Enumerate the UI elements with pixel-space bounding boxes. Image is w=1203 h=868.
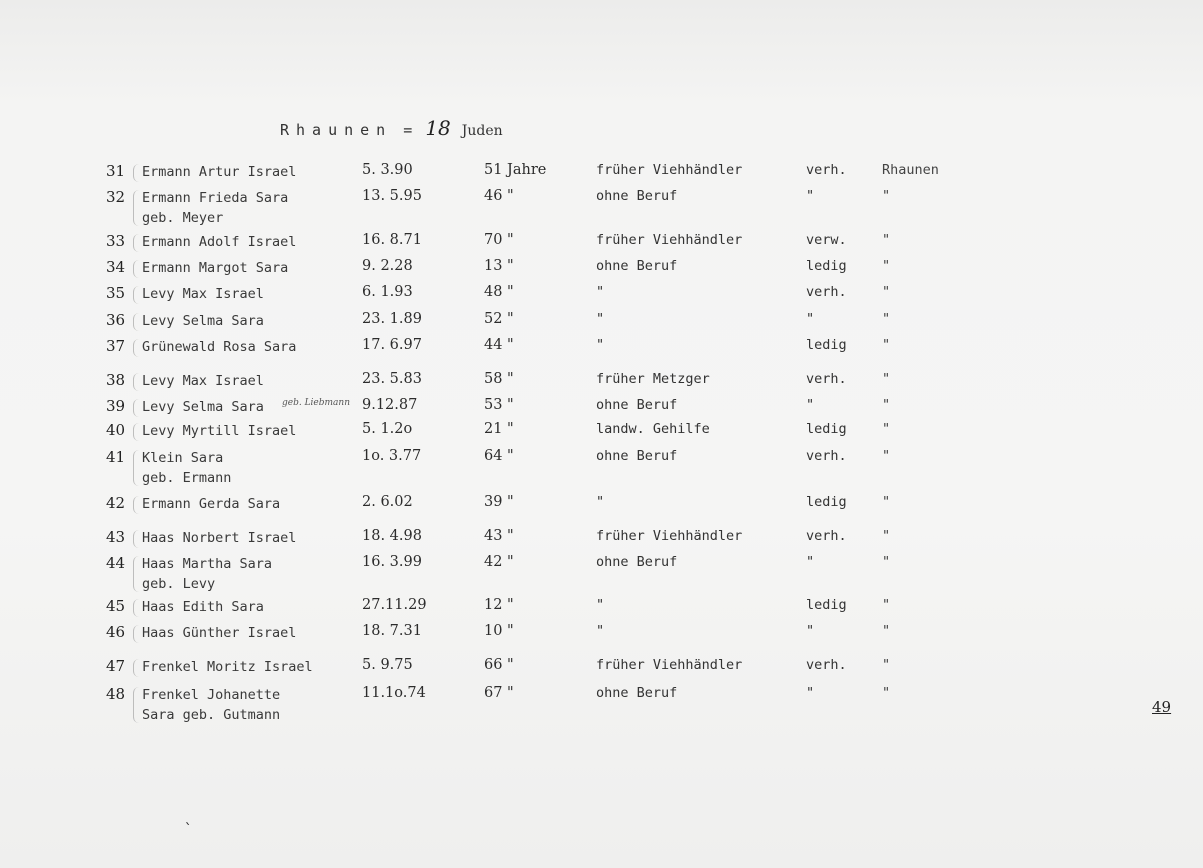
age: 10 " [484,623,514,639]
residence: " [882,685,891,701]
birth-date: 17. 6.97 [362,337,422,353]
residence: Rhaunen [882,162,939,178]
occupation: landw. Gehilfe [596,421,710,437]
title-count: 18 [425,116,451,140]
list-item [0,554,1000,594]
age: 53 " [484,397,514,413]
marital-status: ledig [806,597,847,613]
residence: " [882,657,891,673]
birth-date: 23. 1.89 [362,311,422,327]
person-name [142,623,296,643]
occupation: früher Viehhändler [596,657,743,673]
occupation: " [596,311,605,327]
age: 42 " [484,554,514,570]
bracket-mark [133,339,140,357]
person-name [142,371,264,391]
person-name-line-2: geb. Levy [142,576,216,592]
person-name-line: Levy Max Israel [142,373,264,389]
person-name [142,258,288,278]
age: 67 " [484,685,514,701]
row-number: 43 [106,528,126,546]
residence: " [882,597,891,613]
person-name [142,597,264,617]
row-number: 47 [106,657,126,675]
bracket-mark [133,450,140,486]
residence: " [882,232,891,248]
birth-date: 6. 1.93 [362,284,413,300]
row-number: 37 [106,337,126,355]
occupation: ohne Beruf [596,188,678,204]
residence: " [882,311,891,327]
birth-date: 18. 4.98 [362,528,422,544]
row-number: 39 [106,397,126,415]
person-name-line-2: geb. Meyer [142,210,224,226]
bracket-mark [133,234,140,252]
residence: " [882,623,891,639]
residence: " [882,448,891,464]
bracket-mark [133,530,140,548]
marital-status: verh. [806,162,847,178]
occupation: früher Viehhändler [596,528,743,544]
birth-date: 2. 6.02 [362,494,413,510]
row-number: 38 [106,371,126,389]
document-title [280,116,503,140]
residence: " [882,188,891,204]
person-name [142,162,296,182]
row-number: 35 [106,284,126,302]
person-name-line-2: Sara geb. Gutmann [142,707,281,723]
birth-date: 16. 8.71 [362,232,422,248]
row-number: 36 [106,311,126,329]
occupation: " [596,623,605,639]
person-name-line: Levy Selma Sara [142,399,264,415]
person-name-line: Haas Günther Israel [142,625,297,641]
marital-status: ledig [806,421,847,437]
row-number: 32 [106,188,126,206]
person-name-line: Haas Norbert Israel [142,530,297,546]
age: 51 Jahre [484,162,547,178]
person-name [142,397,264,417]
age: 70 " [484,232,514,248]
row-number: 33 [106,232,126,250]
birth-date: 11.1o.74 [362,685,426,701]
marital-status: " [806,188,815,204]
residence: " [882,397,891,413]
age: 43 " [484,528,514,544]
row-number: 42 [106,494,126,512]
occupation: ohne Beruf [596,685,678,701]
bracket-mark [133,423,140,441]
person-name-line: Grünewald Rosa Sara [142,339,297,355]
birth-date: 16. 3.99 [362,554,422,570]
handwritten-annotation: geb. Liebmann [282,398,351,408]
person-name [142,448,231,488]
person-name-line: Haas Edith Sara [142,599,264,615]
marital-status: verh. [806,448,847,464]
row-number: 44 [106,554,126,572]
row-number: 45 [106,597,126,615]
residence: " [882,494,891,510]
title-separator: = [403,121,415,139]
residence: " [882,284,891,300]
residence: " [882,421,891,437]
bracket-mark [133,625,140,643]
row-number: 46 [106,623,126,641]
bracket-mark [133,313,140,331]
occupation: " [596,597,605,613]
person-name-line: Ermann Gerda Sara [142,496,281,512]
marital-status: ledig [806,337,847,353]
age: 64 " [484,448,514,464]
person-name-line: Levy Max Israel [142,286,264,302]
occupation: ohne Beruf [596,397,678,413]
age: 46 " [484,188,514,204]
age: 39 " [484,494,514,510]
marital-status: verh. [806,657,847,673]
marital-status: verh. [806,284,847,300]
person-name-line: Ermann Adolf Israel [142,234,297,250]
person-name-line-2: geb. Ermann [142,470,232,486]
person-name-line: Levy Myrtill Israel [142,423,297,439]
birth-date: 23. 5.83 [362,371,422,387]
person-name-line: Ermann Margot Sara [142,260,289,276]
title-label: Juden [461,123,503,139]
row-number: 34 [106,258,126,276]
birth-date: 5. 3.90 [362,162,413,178]
bracket-mark [133,164,140,182]
age: 52 " [484,311,514,327]
birth-date: 5. 1.2o [362,421,413,437]
person-name [142,284,264,304]
person-name-line: Klein Sara [142,450,224,466]
person-name [142,337,296,357]
birth-date: 27.11.29 [362,597,427,613]
birth-date: 5. 9.75 [362,657,413,673]
row-number: 31 [106,162,126,180]
birth-date: 9.12.87 [362,397,418,413]
person-name-line: Frenkel Johanette [142,687,281,703]
bracket-mark [133,399,140,417]
person-name [142,528,296,548]
age: 13 " [484,258,514,274]
age: 12 " [484,597,514,613]
page-number: 49 [1152,698,1172,716]
birth-date: 9. 2.28 [362,258,413,274]
person-name [142,421,296,441]
age: 48 " [484,284,514,300]
age: 66 " [484,657,514,673]
residence: " [882,371,891,387]
title-place: Rhaunen [280,121,393,139]
birth-date: 1o. 3.77 [362,448,422,464]
person-name [142,685,280,725]
occupation: " [596,284,605,300]
bracket-mark [133,687,140,723]
person-name [142,311,264,331]
occupation: ohne Beruf [596,258,678,274]
residence: " [882,528,891,544]
bracket-mark [133,496,140,514]
person-name-line: Haas Martha Sara [142,556,273,572]
person-name-line: Levy Selma Sara [142,313,264,329]
marital-status: ledig [806,258,847,274]
marital-status: verw. [806,232,847,248]
bracket-mark [133,373,140,391]
person-name [142,554,272,594]
person-name [142,494,280,514]
marital-status: verh. [806,528,847,544]
person-name [142,657,313,677]
bracket-mark [133,599,140,617]
stray-mark: ` [184,822,193,838]
bracket-mark [133,556,140,592]
list-item [0,188,1000,228]
person-name-line: Frenkel Moritz Israel [142,659,313,675]
marital-status: " [806,397,815,413]
row-number: 48 [106,685,126,703]
occupation: ohne Beruf [596,554,678,570]
occupation: früher Viehhändler [596,162,743,178]
marital-status: " [806,685,815,701]
bracket-mark [133,659,140,677]
marital-status: " [806,554,815,570]
residence: " [882,337,891,353]
person-name [142,232,296,252]
bracket-mark [133,260,140,278]
bracket-mark [133,190,140,226]
occupation: ohne Beruf [596,448,678,464]
residence: " [882,258,891,274]
person-name-line: Ermann Artur Israel [142,164,297,180]
age: 21 " [484,421,514,437]
occupation: " [596,494,605,510]
birth-date: 18. 7.31 [362,623,422,639]
occupation: früher Metzger [596,371,710,387]
occupation: früher Viehhändler [596,232,743,248]
marital-status: verh. [806,371,847,387]
list-item [0,685,1000,725]
row-number: 40 [106,421,126,439]
list-item [0,448,1000,488]
residence: " [882,554,891,570]
marital-status: " [806,623,815,639]
age: 44 " [484,337,514,353]
row-number: 41 [106,448,126,466]
occupation: " [596,337,605,353]
age: 58 " [484,371,514,387]
person-name [142,188,288,228]
marital-status: " [806,311,815,327]
person-name-line: Ermann Frieda Sara [142,190,289,206]
birth-date: 13. 5.95 [362,188,422,204]
bracket-mark [133,286,140,304]
marital-status: ledig [806,494,847,510]
